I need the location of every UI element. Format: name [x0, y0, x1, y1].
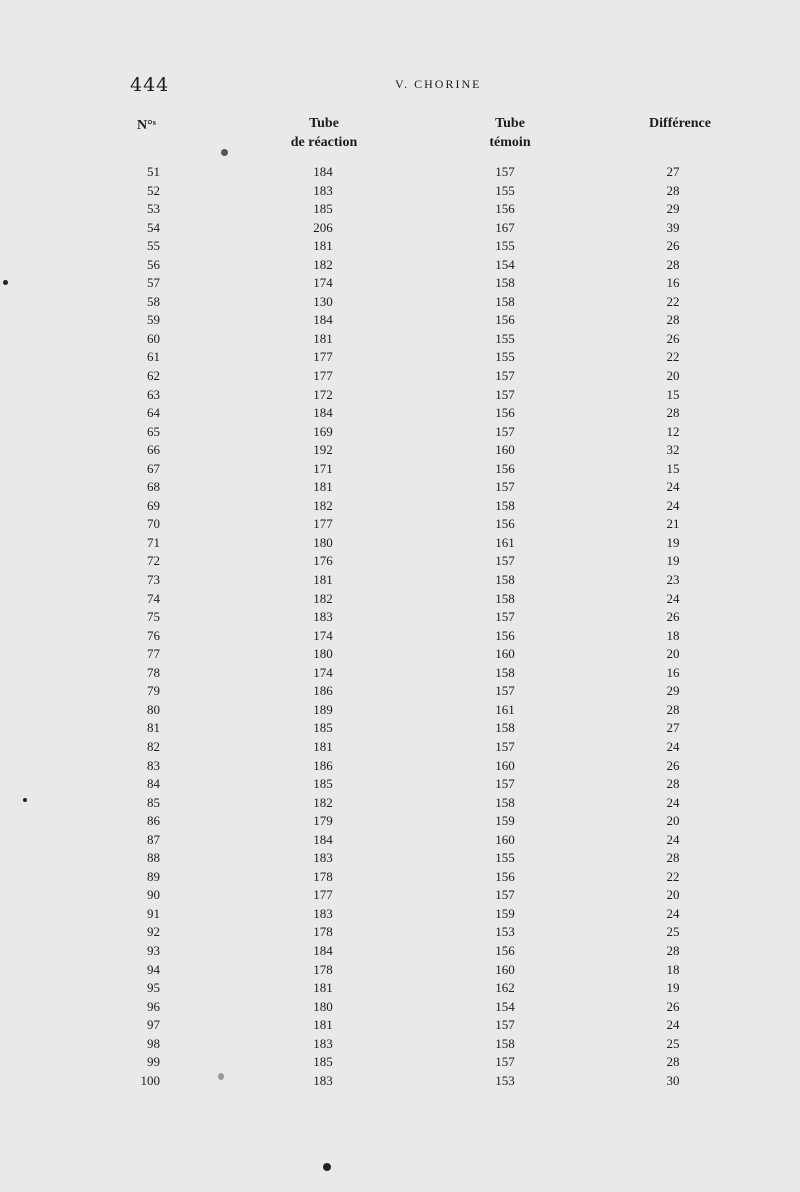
difference-value: 24 [666, 497, 680, 513]
row-number: 84 [147, 776, 160, 792]
table-row [0, 590, 800, 609]
difference-value: 26 [666, 998, 680, 1014]
tube-reaction-value: 181 [313, 738, 333, 754]
tube-temoin-value: 157 [495, 683, 515, 699]
row-number: 96 [147, 998, 160, 1014]
table-row [0, 182, 800, 201]
tube-reaction-value: 182 [313, 590, 333, 606]
table-row [0, 200, 800, 219]
tube-reaction-value: 176 [313, 553, 333, 569]
tube-reaction-value: 182 [313, 794, 333, 810]
tube-temoin-value: 157 [495, 609, 515, 625]
tube-temoin-value: 158 [495, 275, 515, 291]
table-row [0, 794, 800, 813]
table-row [0, 719, 800, 738]
difference-value: 27 [666, 164, 680, 179]
tube-temoin-value: 157 [495, 738, 515, 754]
row-number: 97 [147, 1017, 160, 1033]
table-row [0, 757, 800, 776]
row-number: 82 [147, 738, 160, 754]
tube-reaction-value: 182 [313, 256, 333, 272]
data-table-body [0, 163, 800, 1090]
tube-reaction-value: 184 [313, 405, 333, 421]
row-number: 70 [147, 516, 160, 532]
tube-reaction-value: 183 [313, 182, 333, 198]
row-number: 98 [147, 1035, 160, 1051]
row-number: 76 [147, 627, 160, 643]
row-number: 91 [147, 905, 160, 921]
table-row [0, 868, 800, 887]
tube-temoin-value: 158 [495, 664, 515, 680]
row-number: 51 [147, 164, 160, 179]
row-number: 78 [147, 664, 160, 680]
tube-reaction-value: 186 [313, 757, 333, 773]
difference-value: 24 [666, 1017, 680, 1033]
tube-temoin-value: 157 [495, 164, 515, 179]
table-row [0, 460, 800, 479]
difference-value: 22 [666, 868, 680, 884]
tube-temoin-value: 156 [495, 627, 515, 643]
row-number: 53 [147, 201, 160, 217]
header-difference-label: Différence [649, 116, 711, 131]
tube-reaction-value: 184 [313, 831, 333, 847]
ink-speck [23, 798, 27, 802]
tube-temoin-value: 157 [495, 1017, 515, 1033]
ink-speck [218, 1073, 224, 1080]
tube-reaction-value: 206 [313, 219, 333, 235]
difference-value: 19 [666, 980, 680, 996]
tube-temoin-value: 156 [495, 516, 515, 532]
tube-reaction-value: 177 [313, 887, 333, 903]
tube-reaction-value: 179 [313, 813, 333, 829]
row-number: 54 [147, 219, 160, 235]
table-row [0, 237, 800, 256]
difference-value: 24 [666, 479, 680, 495]
tube-temoin-value: 156 [495, 312, 515, 328]
ink-speck [221, 149, 228, 156]
page-number: 444 [130, 74, 170, 96]
table-row [0, 923, 800, 942]
tube-temoin-value: 159 [495, 813, 515, 829]
row-number: 73 [147, 572, 160, 588]
tube-reaction-value: 177 [313, 516, 333, 532]
difference-value: 28 [666, 405, 680, 421]
row-number: 52 [147, 182, 160, 198]
table-row [0, 348, 800, 367]
table-row [0, 497, 800, 516]
tube-reaction-value: 181 [313, 1017, 333, 1033]
row-number: 95 [147, 980, 160, 996]
tube-reaction-value: 181 [313, 572, 333, 588]
row-number: 86 [147, 813, 160, 829]
difference-value: 19 [666, 534, 680, 550]
difference-value: 25 [666, 924, 680, 940]
tube-temoin-value: 157 [495, 553, 515, 569]
difference-value: 19 [666, 553, 680, 569]
difference-value: 20 [666, 646, 680, 662]
tube-temoin-value: 153 [495, 924, 515, 940]
tube-reaction-value: 184 [313, 164, 333, 179]
table-row [0, 738, 800, 757]
row-number: 85 [147, 794, 160, 810]
tube-reaction-value: 180 [313, 998, 333, 1014]
row-number: 87 [147, 831, 160, 847]
tube-temoin-value: 157 [495, 423, 515, 439]
table-row [0, 293, 800, 312]
difference-value: 15 [666, 460, 680, 476]
tube-temoin-value: 158 [495, 497, 515, 513]
tube-temoin-value: 155 [495, 850, 515, 866]
tube-reaction-value: 183 [313, 609, 333, 625]
row-number: 56 [147, 256, 160, 272]
table-row [0, 1072, 800, 1091]
table-row [0, 386, 800, 405]
tube-reaction-value: 177 [313, 349, 333, 365]
tube-reaction-value: 180 [313, 646, 333, 662]
tube-temoin-value: 161 [495, 701, 515, 717]
tube-temoin-value: 158 [495, 794, 515, 810]
table-row [0, 1053, 800, 1072]
header-number [120, 116, 197, 135]
table-row [0, 423, 800, 442]
header-tube-reaction-line1: Tube [309, 116, 339, 131]
difference-value: 28 [666, 182, 680, 198]
difference-value: 21 [666, 516, 680, 532]
row-number: 94 [147, 961, 160, 977]
tube-temoin-value: 158 [495, 293, 515, 309]
tube-temoin-value: 155 [495, 182, 515, 198]
row-number: 75 [147, 609, 160, 625]
table-row [0, 664, 800, 683]
header-tube-temoin-line1: Tube [495, 116, 525, 131]
tube-reaction-value: 172 [313, 386, 333, 402]
difference-value: 28 [666, 942, 680, 958]
difference-value: 20 [666, 887, 680, 903]
tube-temoin-value: 162 [495, 980, 515, 996]
table-row [0, 682, 800, 701]
difference-value: 25 [666, 1035, 680, 1051]
tube-reaction-value: 174 [313, 664, 333, 680]
difference-value: 28 [666, 776, 680, 792]
difference-value: 22 [666, 293, 680, 309]
tube-reaction-value: 185 [313, 720, 333, 736]
table-row [0, 849, 800, 868]
tube-temoin-value: 160 [495, 442, 515, 458]
tube-reaction-value: 183 [313, 1035, 333, 1051]
difference-value: 26 [666, 238, 680, 254]
tube-reaction-value: 185 [313, 201, 333, 217]
row-number: 69 [147, 497, 160, 513]
row-number: 57 [147, 275, 160, 291]
table-row [0, 979, 800, 998]
difference-value: 28 [666, 256, 680, 272]
row-number: 67 [147, 460, 160, 476]
row-number: 63 [147, 386, 160, 402]
table-row [0, 608, 800, 627]
tube-temoin-value: 158 [495, 720, 515, 736]
difference-value: 28 [666, 850, 680, 866]
tube-temoin-value: 160 [495, 646, 515, 662]
tube-temoin-value: 153 [495, 1072, 515, 1088]
table-row [0, 775, 800, 794]
tube-reaction-value: 178 [313, 868, 333, 884]
difference-value: 15 [666, 386, 680, 402]
tube-temoin-value: 156 [495, 405, 515, 421]
row-number: 77 [147, 646, 160, 662]
tube-temoin-value: 158 [495, 1035, 515, 1051]
difference-value: 30 [666, 1072, 680, 1088]
row-number: 59 [147, 312, 160, 328]
tube-reaction-value: 185 [313, 776, 333, 792]
tube-reaction-value: 177 [313, 368, 333, 384]
row-number: 99 [147, 1054, 160, 1070]
table-row [0, 942, 800, 961]
difference-value: 22 [666, 349, 680, 365]
table-row [0, 1035, 800, 1054]
difference-value: 28 [666, 1054, 680, 1070]
row-number: 100 [140, 1072, 160, 1088]
difference-value: 23 [666, 572, 680, 588]
ink-speck [323, 1163, 331, 1171]
row-number: 79 [147, 683, 160, 699]
table-row [0, 645, 800, 664]
tube-temoin-value: 158 [495, 572, 515, 588]
table-row [0, 886, 800, 905]
tube-reaction-value: 184 [313, 942, 333, 958]
tube-temoin-value: 155 [495, 330, 515, 346]
difference-value: 29 [666, 683, 680, 699]
tube-temoin-value: 160 [495, 831, 515, 847]
difference-value: 20 [666, 813, 680, 829]
difference-value: 18 [666, 627, 680, 643]
row-number: 66 [147, 442, 160, 458]
row-number: 88 [147, 850, 160, 866]
row-number: 93 [147, 942, 160, 958]
difference-value: 24 [666, 905, 680, 921]
tube-reaction-value: 185 [313, 1054, 333, 1070]
row-number: 65 [147, 423, 160, 439]
tube-temoin-value: 161 [495, 534, 515, 550]
tube-temoin-value: 160 [495, 961, 515, 977]
table-row [0, 441, 800, 460]
tube-temoin-value: 157 [495, 368, 515, 384]
header-difference [630, 114, 730, 133]
row-number: 60 [147, 330, 160, 346]
difference-value: 26 [666, 757, 680, 773]
table-row [0, 905, 800, 924]
row-number: 74 [147, 590, 160, 606]
difference-value: 16 [666, 664, 680, 680]
header-tube-temoin [450, 114, 570, 152]
table-row [0, 330, 800, 349]
ink-speck [3, 280, 8, 285]
table-row [0, 627, 800, 646]
tube-reaction-value: 181 [313, 980, 333, 996]
row-number: 81 [147, 720, 160, 736]
running-head: V. CHORINE [395, 77, 482, 91]
row-number: 80 [147, 701, 160, 717]
difference-value: 24 [666, 590, 680, 606]
table-row [0, 478, 800, 497]
table-row [0, 274, 800, 293]
tube-reaction-value: 189 [313, 701, 333, 717]
tube-reaction-value: 178 [313, 961, 333, 977]
tube-temoin-value: 154 [495, 256, 515, 272]
difference-value: 24 [666, 738, 680, 754]
tube-reaction-value: 174 [313, 275, 333, 291]
difference-value: 18 [666, 961, 680, 977]
difference-value: 28 [666, 701, 680, 717]
table-row [0, 367, 800, 386]
tube-temoin-value: 155 [495, 349, 515, 365]
table-row [0, 1016, 800, 1035]
tube-temoin-value: 154 [495, 998, 515, 1014]
header-tube-temoin-line2: témoin [489, 135, 531, 150]
row-number: 64 [147, 405, 160, 421]
tube-temoin-value: 157 [495, 1054, 515, 1070]
tube-reaction-value: 182 [313, 497, 333, 513]
tube-reaction-value: 169 [313, 423, 333, 439]
header-tube-reaction [264, 114, 384, 152]
tube-temoin-value: 156 [495, 942, 515, 958]
tube-reaction-value: 184 [313, 312, 333, 328]
row-number: 90 [147, 887, 160, 903]
table-row [0, 311, 800, 330]
difference-value: 39 [666, 219, 680, 235]
difference-value: 29 [666, 201, 680, 217]
tube-temoin-value: 157 [495, 887, 515, 903]
table-row [0, 552, 800, 571]
tube-temoin-value: 157 [495, 776, 515, 792]
header-number-label: N°ˢ [137, 118, 156, 133]
tube-reaction-value: 178 [313, 924, 333, 940]
row-number: 55 [147, 238, 160, 254]
difference-value: 32 [666, 442, 680, 458]
difference-value: 24 [666, 794, 680, 810]
tube-reaction-value: 181 [313, 330, 333, 346]
tube-temoin-value: 157 [495, 479, 515, 495]
tube-temoin-value: 156 [495, 868, 515, 884]
tube-temoin-value: 155 [495, 238, 515, 254]
row-number: 71 [147, 534, 160, 550]
tube-reaction-value: 183 [313, 1072, 333, 1088]
row-number: 61 [147, 349, 160, 365]
table-row [0, 812, 800, 831]
row-number: 83 [147, 757, 160, 773]
difference-value: 27 [666, 720, 680, 736]
tube-reaction-value: 174 [313, 627, 333, 643]
tube-reaction-value: 186 [313, 683, 333, 699]
tube-reaction-value: 130 [313, 293, 333, 309]
tube-reaction-value: 180 [313, 534, 333, 550]
tube-temoin-value: 157 [495, 386, 515, 402]
table-row [0, 831, 800, 850]
table-row [0, 219, 800, 238]
tube-temoin-value: 159 [495, 905, 515, 921]
tube-reaction-value: 171 [313, 460, 333, 476]
table-row [0, 534, 800, 553]
row-number: 92 [147, 924, 160, 940]
row-number: 68 [147, 479, 160, 495]
tube-reaction-value: 181 [313, 479, 333, 495]
difference-value: 24 [666, 831, 680, 847]
header-tube-reaction-line2: de réaction [290, 135, 358, 150]
tube-reaction-value: 192 [313, 442, 333, 458]
table-row [0, 163, 800, 182]
difference-value: 26 [666, 609, 680, 625]
row-number: 72 [147, 553, 160, 569]
table-row [0, 701, 800, 720]
tube-reaction-value: 181 [313, 238, 333, 254]
table-row [0, 961, 800, 980]
difference-value: 28 [666, 312, 680, 328]
tube-temoin-value: 156 [495, 460, 515, 476]
table-row [0, 515, 800, 534]
tube-temoin-value: 167 [495, 219, 515, 235]
difference-value: 20 [666, 368, 680, 384]
tube-temoin-value: 160 [495, 757, 515, 773]
row-number: 62 [147, 368, 160, 384]
table-row [0, 404, 800, 423]
tube-temoin-value: 156 [495, 201, 515, 217]
difference-value: 12 [666, 423, 680, 439]
table-row [0, 998, 800, 1017]
difference-value: 16 [666, 275, 680, 291]
row-number: 89 [147, 868, 160, 884]
table-row [0, 571, 800, 590]
tube-reaction-value: 183 [313, 905, 333, 921]
table-row [0, 256, 800, 275]
tube-temoin-value: 158 [495, 590, 515, 606]
tube-reaction-value: 183 [313, 850, 333, 866]
difference-value: 26 [666, 330, 680, 346]
row-number: 58 [147, 293, 160, 309]
